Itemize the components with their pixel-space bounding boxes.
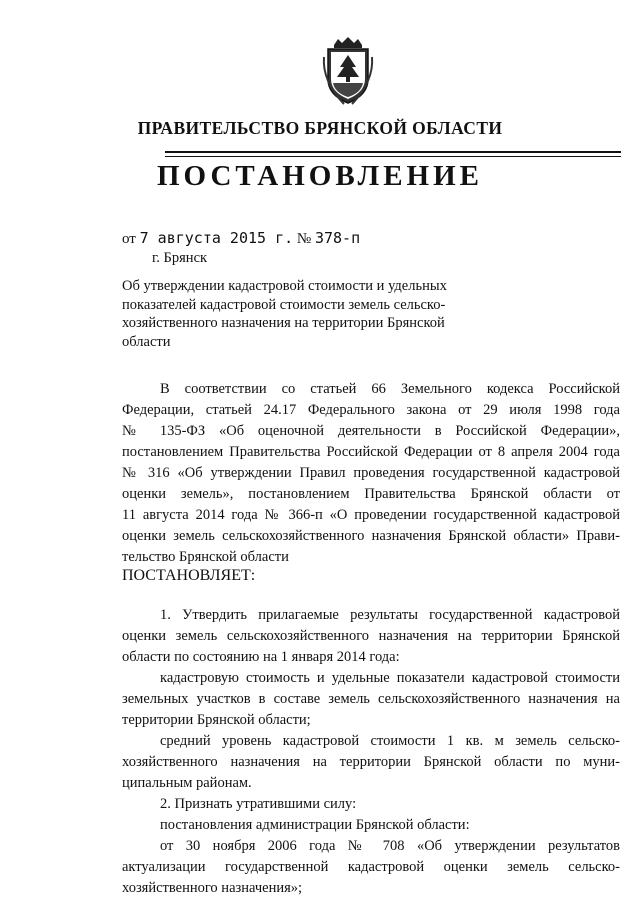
body-line: территории Брянской области; — [122, 712, 311, 728]
body-line: хозяйственного назначения на территории Брянской области по муни- — [122, 754, 620, 770]
body-line: № 316 «Об утверждении Правил проведения государственной кадастровой — [122, 465, 620, 481]
subject-line: Об утверждении кадастровой стоимости и удельных — [122, 278, 447, 294]
body-line: актуализации государственной кадастровой оценки земель сельско- — [122, 859, 620, 875]
body-line: 2. Признать утратившими силу: — [160, 796, 357, 812]
body-line: оценки земель сельскохозяйственного назначения Брянской области» Прави- — [122, 528, 620, 544]
body-line: оценки земель сельскохозяйственного назначения на территории Брянской — [122, 628, 620, 644]
body-line: ципальным районам. — [122, 775, 252, 791]
body-line: Федерации, статьей 24.17 Федерального закона от 29 июля 1998 года — [122, 402, 620, 418]
issue-number-sign: № — [296, 231, 312, 247]
body-line: 1. Утвердить прилагаемые результаты государственной кадастровой — [160, 607, 620, 623]
body-line: области по состоянию на 1 января 2014 года: — [122, 649, 400, 665]
issue-prefix: от — [122, 231, 136, 247]
subject-line: показателей кадастровой стоимости земель сельско- — [122, 296, 446, 313]
body-line: постановления администрации Брянской области: — [160, 817, 470, 833]
body-line: тельство Брянской области — [122, 549, 289, 565]
issue-city: г. Брянск — [152, 250, 208, 266]
body-line: В соответствии со статьей 66 Земельного кодекса Российской — [160, 381, 620, 397]
body-line: от 30 ноября 2006 года № 708 «Об утверждении результатов — [160, 838, 620, 854]
organization-heading: ПРАВИТЕЛЬСТВО БРЯНСКОЙ ОБЛАСТИ — [137, 118, 503, 138]
body-line: оценки земель», постановлением Правительства Брянской области от — [122, 486, 620, 502]
subject-line: хозяйственного назначения на территории Брянской — [122, 315, 445, 331]
document-title: ПОСТАНОВЛЕНИЕ — [156, 160, 483, 192]
body-line: хозяйственного назначения»; — [122, 880, 303, 896]
issue-date: 7 августа 2015 г. — [139, 229, 294, 247]
body-line: № 135-ФЗ «Об оценочной деятельности в Российской Федерации», — [122, 423, 620, 439]
body-line: земельных участков в составе земель сельскохозяйственного назначения на — [122, 691, 620, 707]
body-line: кадастровую стоимость и удельные показатели кадастровой стоимости — [160, 670, 620, 686]
issue-number: 378-п — [314, 229, 361, 247]
subject-line: области — [122, 333, 171, 350]
resolves-heading: ПОСТАНОВЛЯЕТ: — [122, 567, 256, 584]
body-line: 11 августа 2014 года № 366-п «О проведении государственной кадастровой — [122, 507, 620, 523]
body-line: средний уровень кадастровой стоимости 1 кв. м земель сельско- — [160, 733, 620, 749]
body-line: постановлением Правительства Российской Федерации от 8 апреля 2004 года — [122, 444, 620, 460]
